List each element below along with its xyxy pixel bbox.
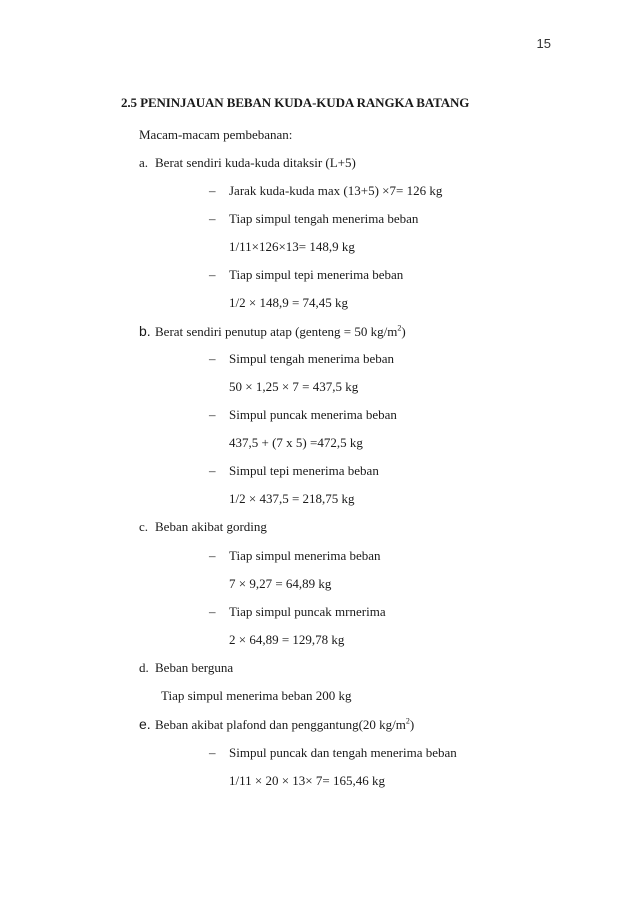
item-a-marker: a. [139, 155, 149, 170]
list-item: Jarak kuda-kuda max (13+5) ×7= 126 kg [229, 183, 443, 198]
list-item: Tiap simpul menerima beban [229, 548, 381, 563]
formula-line: 1/2 × 148,9 = 74,45 kg [229, 295, 349, 310]
formula-line: 50 × 1,25 × 7 = 437,5 kg [229, 379, 359, 394]
item-a [139, 155, 356, 171]
item-b [139, 323, 406, 340]
list-item: Simpul tengah menerima beban [229, 351, 394, 366]
list-item: Tiap simpul tengah menerima beban [229, 211, 419, 226]
item-e-title: Beban akibat plafond dan penggantung(20 kg/m [155, 717, 406, 732]
list-item: Simpul tepi menerima beban [229, 463, 379, 478]
item-c-marker: c. [139, 519, 149, 534]
formula-line: 7 × 9,27 = 64,89 kg [229, 576, 332, 591]
list-item: Tiap simpul puncak mrnerima [229, 604, 386, 619]
intro-text: Macam-macam pembebanan: [139, 127, 293, 142]
superscript: 2 [397, 323, 402, 333]
item-c-title: Beban akibat gording [155, 519, 267, 534]
item-e-title-end: ) [409, 717, 415, 732]
formula-line: 437,5 + (7 x 5) =472,5 kg [229, 435, 363, 450]
bullet-dash: – [209, 267, 216, 282]
list-item: Simpul puncak dan tengah menerima beban [229, 745, 457, 760]
list-item: Simpul puncak menerima beban [229, 407, 397, 422]
item-e [139, 716, 414, 733]
bullet-dash: – [209, 548, 216, 563]
section-heading: 2.5 PENINJAUAN BEBAN KUDA-KUDA RANGKA BATANG [121, 95, 470, 110]
item-b-title-end: ) [401, 324, 406, 339]
item-d-note: Tiap simpul menerima beban 200 kg [161, 688, 352, 703]
item-d [139, 660, 233, 676]
formula-line: 1/2 × 437,5 = 218,75 kg [229, 491, 355, 506]
bullet-dash: – [209, 211, 216, 226]
list-item: Tiap simpul tepi menerima beban [229, 267, 404, 282]
page-number: 15 [536, 36, 551, 51]
item-b-marker: b. [139, 323, 151, 339]
bullet-dash: – [209, 463, 216, 478]
bullet-dash: – [209, 407, 216, 422]
bullet-dash: – [209, 604, 216, 619]
bullet-dash: – [209, 745, 216, 760]
formula-line: 1/11 × 20 × 13× 7= 165,46 kg [229, 773, 385, 788]
item-d-title: Beban berguna [155, 660, 234, 675]
formula-line: 2 × 64,89 = 129,78 kg [229, 632, 345, 647]
item-c [139, 519, 267, 535]
formula-line: 1/11×126×13= 148,9 kg [229, 239, 355, 254]
superscript: 2 [405, 716, 410, 726]
item-a-title: Berat sendiri kuda-kuda ditaksir (L+5) [155, 155, 356, 170]
bullet-dash: – [209, 183, 216, 198]
item-b-title: Berat sendiri penutup atap (genteng = 50 kg/m [155, 324, 398, 339]
bullet-dash: – [209, 351, 216, 366]
item-d-marker: d. [139, 660, 149, 675]
item-e-marker: e. [139, 716, 151, 732]
